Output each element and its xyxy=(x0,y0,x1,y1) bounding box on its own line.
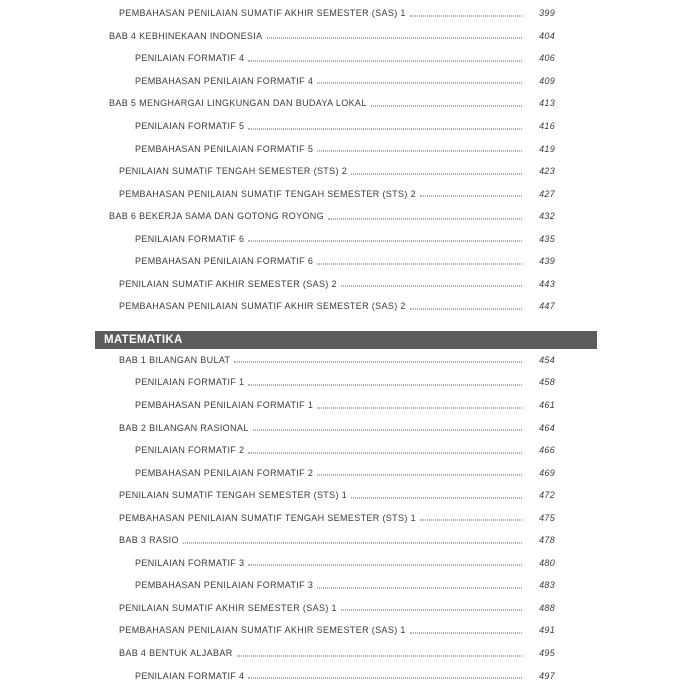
toc-entry xyxy=(0,461,555,484)
toc-entry-page-number: 413 xyxy=(539,98,555,109)
dot-leader xyxy=(341,286,522,287)
toc-entry-label: PEMBAHASAN PENILAIAN FORMATIF 6 xyxy=(135,256,314,267)
toc-entry-label: PEMBAHASAN PENILAIAN SUMATIF AKHIR SEMESTER (SAS) 1 xyxy=(119,8,406,19)
dot-leader xyxy=(317,263,522,264)
toc-entry xyxy=(0,349,555,372)
dot-leader xyxy=(248,452,522,453)
toc-entry-page-number: 404 xyxy=(539,30,555,41)
dot-leader xyxy=(420,196,522,197)
toc-entry-label: PENILAIAN FORMATIF 3 xyxy=(135,557,245,568)
dot-leader xyxy=(317,587,522,588)
toc-entry-label: PENILAIAN FORMATIF 5 xyxy=(135,121,245,131)
toc-entry-page-number: 454 xyxy=(539,354,555,365)
dot-leader xyxy=(410,15,522,16)
toc-entry-page-number: 483 xyxy=(539,580,555,591)
toc-entry-label: BAB 1 BILANGAN BULAT xyxy=(119,354,231,365)
toc-entry-label: BAB 5 MENGHARGAI LINGKUNGAN DAN BUDAYA LOKAL xyxy=(109,98,367,109)
section-title: MATEMATIKA xyxy=(104,333,183,346)
toc-entry xyxy=(0,25,555,48)
toc-entry xyxy=(0,484,555,507)
dot-leader xyxy=(267,38,523,39)
toc-entry-page-number: 447 xyxy=(539,301,555,312)
toc-entry-page-number: 423 xyxy=(539,166,555,177)
toc-entry-page-number: 469 xyxy=(539,467,555,478)
toc-entry-page-number: 399 xyxy=(539,8,555,19)
dot-leader xyxy=(248,60,522,61)
dot-leader xyxy=(317,407,522,408)
toc-entry xyxy=(0,506,555,529)
toc-entry-page-number: 472 xyxy=(539,490,555,501)
toc-entry xyxy=(0,2,555,25)
toc-entry-page-number: 480 xyxy=(539,557,555,568)
dot-leader xyxy=(351,173,522,174)
toc-entry-label: PENILAIAN SUMATIF TENGAH SEMESTER (STS) 2 xyxy=(119,166,348,177)
toc-entry-label: PEMBAHASAN PENILAIAN FORMATIF 4 xyxy=(135,75,314,86)
toc-entry xyxy=(0,439,555,462)
dot-leader xyxy=(317,151,522,152)
toc-entry-page-number: 439 xyxy=(539,256,555,267)
toc-entry xyxy=(0,250,555,273)
dot-leader xyxy=(420,520,522,521)
toc-entry xyxy=(0,70,555,93)
toc-entry-page-number: 406 xyxy=(539,53,555,64)
toc-entry xyxy=(0,92,555,115)
toc-entry xyxy=(0,619,555,642)
toc-entry-page-number: 495 xyxy=(539,648,555,659)
toc-entry-label: PENILAIAN FORMATIF 1 xyxy=(135,377,245,388)
toc-entry xyxy=(0,529,555,552)
toc-entry-page-number: 458 xyxy=(539,377,555,388)
toc-entry-label: PEMBAHASAN PENILAIAN SUMATIF AKHIR SEMESTER (SAS) 1 xyxy=(119,625,406,636)
toc-entry-label: PENILAIAN FORMATIF 6 xyxy=(135,233,245,244)
dot-leader xyxy=(351,497,522,498)
dot-leader xyxy=(341,610,522,611)
toc-entry-label: BAB 4 BENTUK ALJABAR xyxy=(119,648,233,659)
toc-entry-page-number: 427 xyxy=(539,188,555,199)
toc-entry-label: PENILAIAN FORMATIF 4 xyxy=(135,53,245,64)
toc-entry-page-number: 497 xyxy=(539,670,555,681)
toc-entry xyxy=(0,205,555,228)
section-header-bar xyxy=(95,331,597,349)
dot-leader xyxy=(234,362,522,363)
dot-leader xyxy=(371,105,522,106)
toc-entry-label: BAB 4 KEBHINEKAAN INDONESIA xyxy=(109,30,263,41)
toc-entry-label: PEMBAHASAN PENILAIAN FORMATIF 5 xyxy=(135,143,314,154)
toc-entry xyxy=(0,115,555,138)
toc-entry xyxy=(0,47,555,70)
dot-leader xyxy=(248,678,522,679)
toc-entry-label: PENILAIAN FORMATIF 4 xyxy=(135,670,245,681)
toc-entry xyxy=(0,137,555,160)
toc-entry-label: PENILAIAN FORMATIF 2 xyxy=(135,445,245,456)
toc-entry-page-number: 488 xyxy=(539,602,555,613)
toc-entry-page-number: 491 xyxy=(539,625,555,636)
table-of-contents xyxy=(0,2,555,687)
toc-entry-page-number: 419 xyxy=(539,143,555,154)
toc-entry-page-number: 416 xyxy=(539,121,555,131)
toc-entry-label: PEMBAHASAN PENILAIAN SUMATIF AKHIR SEMESTER (SAS) 2 xyxy=(119,301,406,312)
toc-entry-label: BAB 2 BILANGAN RASIONAL xyxy=(119,422,249,433)
toc-entry xyxy=(0,664,555,687)
dot-leader xyxy=(410,632,522,633)
toc-entry-label: PEMBAHASAN PENILAIAN SUMATIF TENGAH SEMESTER (STS) 2 xyxy=(119,188,416,199)
dot-leader xyxy=(248,384,522,385)
toc-entry-label: BAB 3 RASIO xyxy=(119,535,179,546)
dot-leader xyxy=(317,475,522,476)
toc-entry-page-number: 466 xyxy=(539,445,555,456)
toc-entry-label: BAB 6 BEKERJA SAMA DAN GOTONG ROYONG xyxy=(109,211,324,222)
toc-entry xyxy=(0,642,555,665)
toc-entry-label: PEMBAHASAN PENILAIAN FORMATIF 1 xyxy=(135,400,314,411)
dot-leader xyxy=(248,565,522,566)
toc-entry-label: PEMBAHASAN PENILAIAN FORMATIF 2 xyxy=(135,467,314,478)
toc-entry-page-number: 443 xyxy=(539,278,555,289)
toc-entry xyxy=(0,394,555,417)
dot-leader xyxy=(317,83,522,84)
toc-entry-page-number: 475 xyxy=(539,512,555,523)
dot-leader xyxy=(248,241,522,242)
toc-entry-label: PENILAIAN SUMATIF AKHIR SEMESTER (SAS) 2 xyxy=(119,278,337,289)
toc-entry xyxy=(0,273,555,296)
toc-entry xyxy=(0,160,555,183)
toc-entry-page-number: 409 xyxy=(539,75,555,86)
toc-entry xyxy=(0,574,555,597)
toc-entry xyxy=(0,371,555,394)
toc-entry-page-number: 478 xyxy=(539,535,555,546)
dot-leader xyxy=(328,218,522,219)
toc-entry xyxy=(0,416,555,439)
toc-entry-label: PEMBAHASAN PENILAIAN SUMATIF TENGAH SEMESTER (STS) 1 xyxy=(119,512,416,523)
toc-entry-label: PENILAIAN SUMATIF TENGAH SEMESTER (STS) 1 xyxy=(119,490,348,501)
dot-leader xyxy=(248,128,522,129)
toc-entry-page-number: 464 xyxy=(539,422,555,433)
toc-entry xyxy=(0,552,555,575)
toc-entry-page-number: 461 xyxy=(539,400,555,411)
toc-entry-label: PENILAIAN SUMATIF AKHIR SEMESTER (SAS) 1 xyxy=(119,602,337,613)
dot-leader xyxy=(237,655,522,656)
toc-entry xyxy=(0,227,555,250)
toc-entry xyxy=(0,295,555,318)
toc-entry-label: PEMBAHASAN PENILAIAN FORMATIF 3 xyxy=(135,580,314,591)
toc-entry-page-number: 435 xyxy=(539,233,555,244)
toc-entry-page-number: 432 xyxy=(539,211,555,222)
dot-leader xyxy=(183,542,522,543)
dot-leader xyxy=(410,308,522,309)
toc-entry xyxy=(0,182,555,205)
dot-leader xyxy=(253,430,522,431)
toc-entry xyxy=(0,597,555,620)
